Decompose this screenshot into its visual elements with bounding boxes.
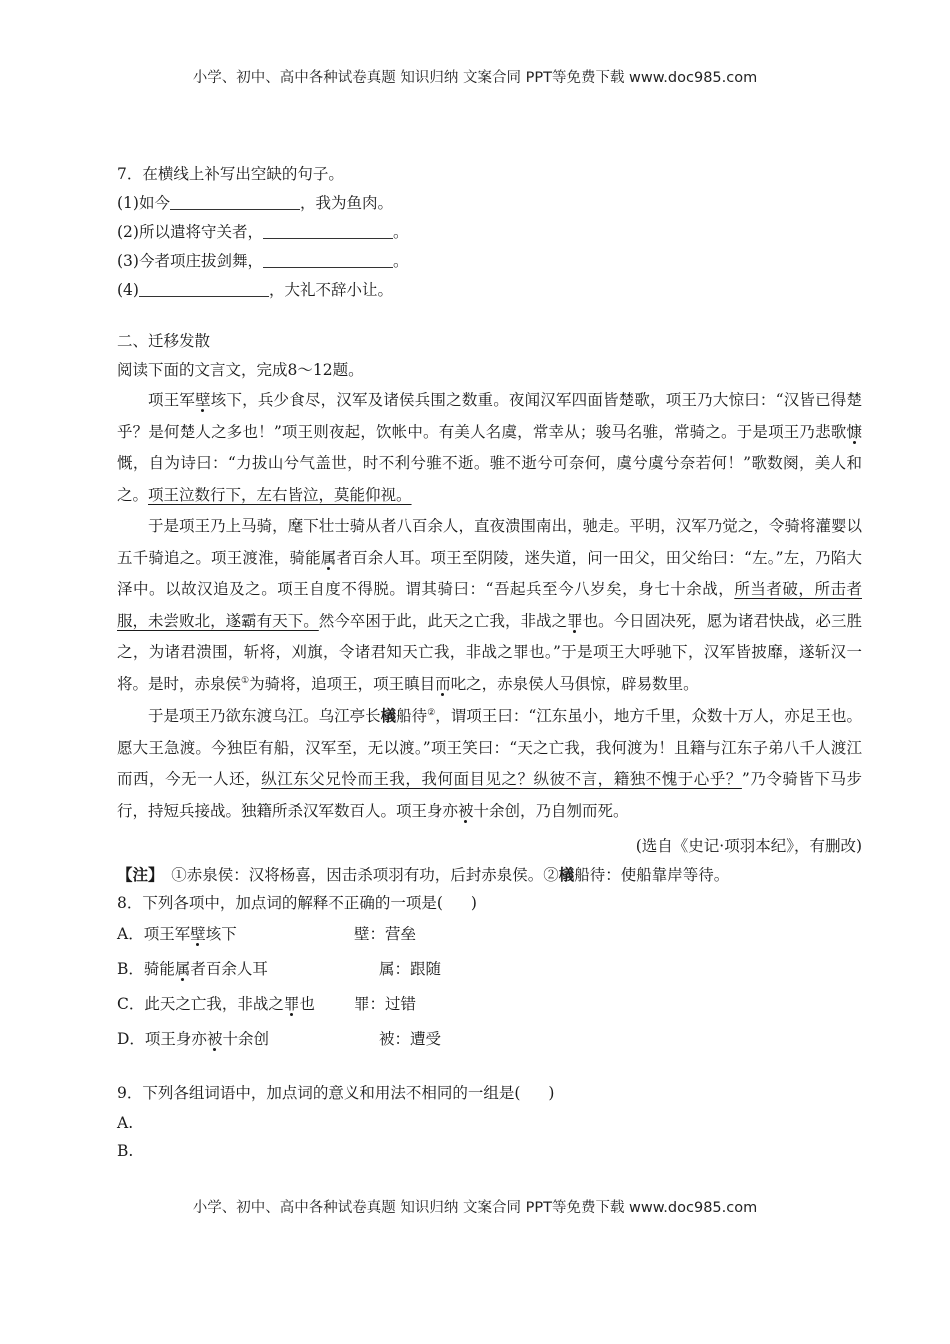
q8-option-a[interactable]: A．项王军壁垓下 壁：营垒 bbox=[117, 925, 417, 943]
answer-blank[interactable] bbox=[263, 250, 393, 268]
underlined-sentence: 纵江东父兄怜而王我，我何面目见之？纵彼不言，籍独不愧于心乎？ bbox=[261, 770, 742, 788]
q7-item-4: (4) ，大礼不辞小让。 bbox=[117, 281, 393, 299]
passage-paragraph-1: 项王军壁垓下，兵少食尽，汉军及诸侯兵围之数重。夜闻汉军四面皆楚歌，项王乃大惊曰：“汉皆已得楚乎？是何楚人之多也！”项王则夜起，饮帐中。有美人名虞，常幸从；骏马名骓，常骑之。于是项王乃悲歌慷慨，自为诗曰：“力拔山兮气盖世，时不利兮骓不逝。骓不逝兮可奈何，虞兮虞兮奈若何！”歌数阕，美人和之。项王泣数行下，左右皆泣，莫能仰视。 bbox=[117, 391, 862, 504]
q7-title: 7．在横线上补写出空缺的句子。 bbox=[117, 165, 344, 183]
underlined-sentence: 项王泣数行下，左右皆泣，莫能仰视。 bbox=[148, 485, 412, 504]
q9-option-a[interactable]: A. bbox=[117, 1114, 134, 1132]
q8-option-c[interactable]: C．此天之亡我，非战之罪也 罪：过错 bbox=[117, 995, 417, 1013]
q8-stem: 8．下列各项中，加点词的解释不正确的一项是( ) bbox=[117, 894, 477, 912]
passage-paragraph-2: 于是项王乃上马骑，麾下壮士骑从者八百余人，直夜溃围南出，驰走。平明，汉军乃觉之，令骑将灌婴以五千骑追之。项王渡淮，骑能属者百余人耳。项王至阴陵，迷失道，问一田父，田父绐曰：“左。”左，乃陷大泽中。以故汉追及之。项王自度不得脱。谓其骑曰：“吾起兵至今八岁矣，身七十余战，所当者破，所击者服，未尝败北，遂霸有天下。然今卒困于此，此天之亡我，非战之罪也。今日固决死，愿为诸君快战，必三胜之，为诸君溃围，斩将，刈旗，令诸君知天亡我，非战之罪也。”于是项王大呼驰下，汉军皆披靡，遂斩汉一将。是时，赤泉侯①为骑将，追项王，项王瞋目而叱之，赤泉侯人马俱惊，辟易数里。 bbox=[117, 517, 862, 693]
passage-paragraph-3: 于是项王乃欲东渡乌江。乌江亭长檥船待②，谓项王曰：“江东虽小，地方千里，众数十万人，亦足王也。愿大王急渡。今独臣有船，汉军至，无以渡。”项王笑曰：“天之亡我，我何渡为！且籍与江东子弟八千人渡江而西，今无一人还，纵江东父兄怜而王我，我何面目见之？纵彼不言，籍独不愧于心乎？”乃令骑皆下马步行，持短兵接战。独籍所杀汉军数百人。项王身亦被十余创，乃自刎而死。 bbox=[117, 706, 862, 820]
document-body bbox=[117, 160, 862, 1165]
q7-item-1: (1)如今 ，我为鱼肉。 bbox=[117, 194, 393, 212]
passage-source: (选自《史记·项羽本纪》，有删改) bbox=[635, 837, 862, 855]
section-title: 二、迁移发散 bbox=[117, 332, 211, 350]
q8-option-d[interactable]: D．项王身亦被十余创 被：遭受 bbox=[117, 1030, 442, 1048]
q7-item-3: (3)今者项庄拔剑舞， 。 bbox=[117, 252, 409, 270]
page-footer: 小学、初中、高中各种试卷真题 知识归纳 文案合同 PPT等免费下载 www.doc985.com bbox=[192, 1200, 758, 1216]
answer-blank[interactable] bbox=[139, 279, 269, 297]
page-header: 小学、初中、高中各种试卷真题 知识归纳 文案合同 PPT等免费下载 www.doc985.com bbox=[192, 70, 758, 86]
answer-blank[interactable] bbox=[170, 192, 300, 210]
underlined-sentence: 所当者破，所击者服，未尝败北，遂霸有天下。 bbox=[117, 580, 862, 630]
q8-option-b[interactable]: B．骑能属者百余人耳 属：跟随 bbox=[117, 960, 442, 978]
q9-stem: 9．下列各组词语中，加点词的意义和用法不相同的一组是( ) bbox=[117, 1084, 555, 1102]
annotation-note: 【注】 ①赤泉侯：汉将杨喜，因击杀项羽有功，后封赤泉侯。②檥船待：使船靠岸等待。 bbox=[117, 866, 730, 884]
q9-option-b[interactable]: B. bbox=[117, 1142, 134, 1160]
q7-item-2: (2)所以遣将守关者， 。 bbox=[117, 223, 409, 241]
reading-intro: 阅读下面的文言文，完成8～12题。 bbox=[117, 361, 364, 379]
answer-blank[interactable] bbox=[263, 221, 393, 239]
